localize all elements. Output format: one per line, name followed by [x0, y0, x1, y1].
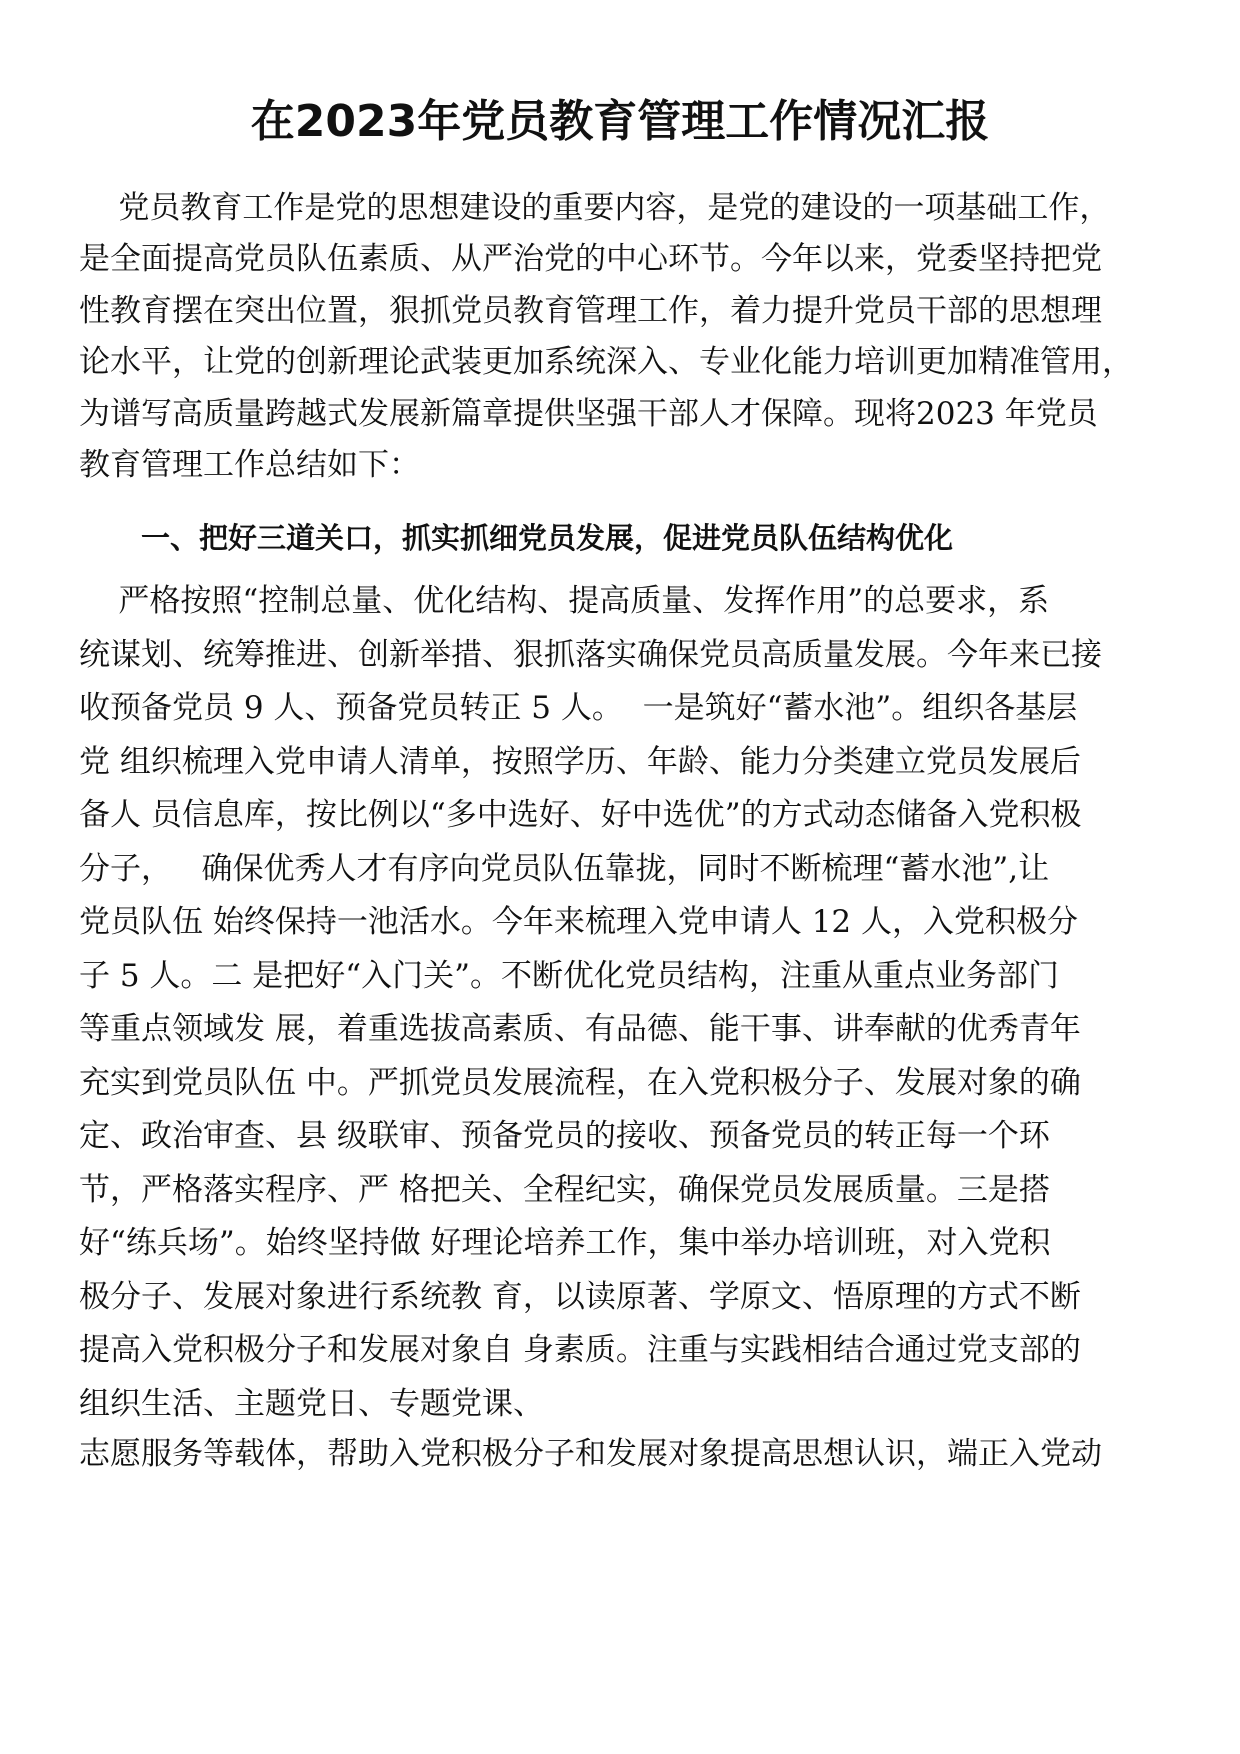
section-heading: 一、把好三道关口，抓实抓细党员发展，促进党员队伍结构优化 — [141, 521, 954, 555]
intro-line: 是全面提高党员队伍素质、从严治党的中心环节。今年以来，党委坚持把党 — [79, 241, 1102, 277]
section-line: 极分子、发展对象进行系统教 育，以读原著、学原文、悟原理的方式不断 — [79, 1279, 1081, 1315]
section-line: 等重点领域发 展，着重选拔高素质、有品德、能干事、讲奉献的优秀青年 — [79, 1011, 1081, 1047]
document-title: 在2023年党员教育管理工作情况汇报 — [250, 96, 990, 147]
intro-line: 为谱写高质量跨越式发展新篇章提供坚强干部人才保障。现将2023 年党员 — [79, 396, 1098, 432]
intro-line: 教育管理工作总结如下： — [79, 447, 420, 483]
section-line: 备人 员信息库，按比例以“多中选好、好中选优”的方式动态储备入党积极 — [79, 797, 1082, 833]
section-line: 定、政治审查、县 级联审、预备党员的接收、预备党员的转正每一个环 — [79, 1118, 1050, 1154]
section-line: 党 组织梳理入党申请人清单，按照学历、年龄、能力分类建立党员发展后 — [79, 744, 1081, 780]
section-line: 好“练兵场”。始终坚持做 好理论培养工作，集中举办培训班，对入党积 — [79, 1225, 1051, 1261]
section-line: 统谋划、统筹推进、创新举措、狠抓落实确保党员高质量发展。今年来已接 — [79, 637, 1102, 673]
section-line: 严格按照“控制总量、优化结构、提高质量、发挥作用”的总要求，系 — [79, 583, 1050, 619]
intro-line: 党员教育工作是党的思想建设的重要内容，是党的建设的一项基础工作， — [79, 190, 1111, 226]
section-line: 节，严格落实程序、严 格把关、全程纪实，确保党员发展质量。三是搭 — [79, 1172, 1050, 1208]
section-line: 充实到党员队伍 中。严抓党员发展流程，在入党积极分子、发展对象的确 — [79, 1065, 1081, 1101]
section-line: 收预备党员 9 人、预备党员转正 5 人。 一是筑好“蓄水池”。组织各基层 — [79, 690, 1078, 726]
section-line: 组织生活、主题党日、专题党课、 — [79, 1386, 544, 1422]
section-line: 志愿服务等载体，帮助入党积极分子和发展对象提高思想认识，端正入党动 — [79, 1436, 1102, 1472]
intro-line: 性教育摆在突出位置，狠抓党员教育管理工作，着力提升党员干部的思想理 — [79, 293, 1102, 329]
section-line: 分子， 确保优秀人才有序向党员队伍靠拢，同时不断梳理“蓄水池”,让 — [79, 851, 1050, 887]
section-line: 提高入党积极分子和发展对象自 身素质。注重与实践相结合通过党支部的 — [79, 1332, 1081, 1368]
section-line: 党员队伍 始终保持一池活水。今年来梳理入党申请人 12 人，入党积极分 — [79, 904, 1079, 940]
section-line: 子 5 人。二 是把好“入门关”。不断优化党员结构，注重从重点业务部门 — [79, 958, 1059, 994]
intro-line: 论水平，让党的创新理论武装更加系统深入、专业化能力培训更加精准管用， — [79, 344, 1133, 380]
